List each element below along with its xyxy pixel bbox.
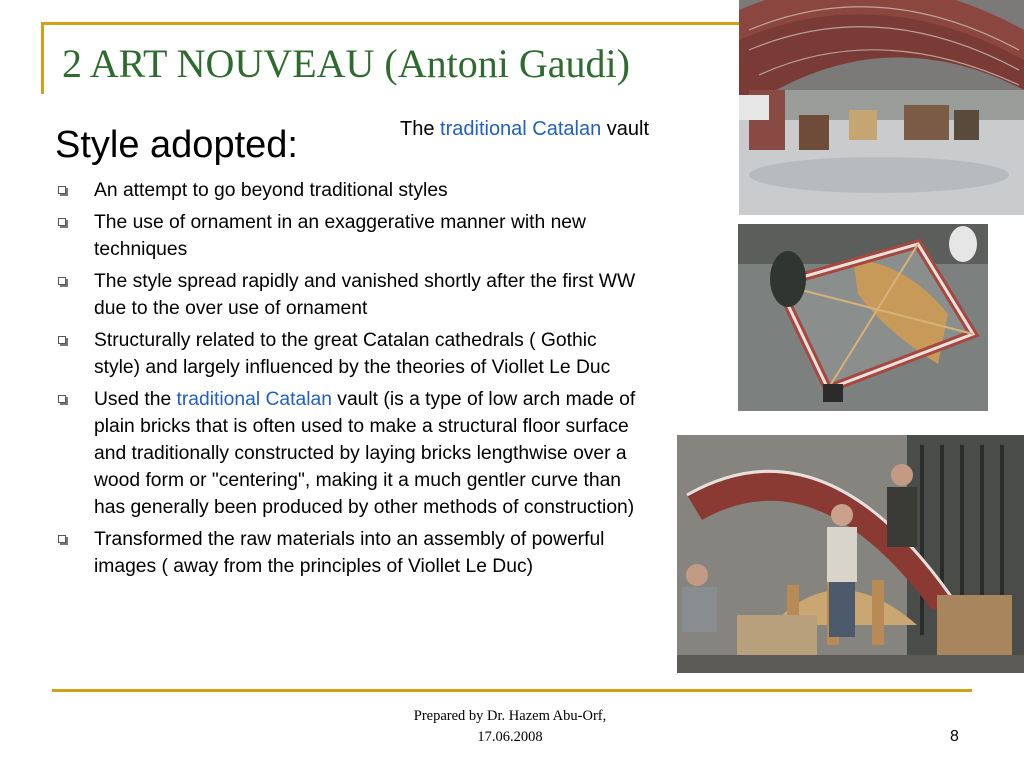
- list-item: [58, 268, 648, 322]
- page-number: 8: [950, 728, 959, 745]
- bullet-square-icon: [58, 186, 66, 194]
- bullet-text: An attempt to go beyond traditional styles: [94, 180, 448, 201]
- bullet-text: Structurally related to the great Catalan cathedrals ( Gothic style) and largely influenced by the theories of Viollet Le Duc: [94, 330, 611, 378]
- title-rule: [41, 22, 751, 25]
- vault-photo-construction: [677, 435, 1024, 673]
- list-item: [58, 327, 648, 381]
- footer-rule: [52, 689, 972, 692]
- caption-link[interactable]: traditional Catalan: [440, 118, 602, 140]
- bullet-prefix: Used the: [94, 389, 177, 410]
- bullet-square-icon: [58, 277, 66, 285]
- photo-caption: [400, 118, 649, 141]
- bullet-square-icon: [58, 336, 66, 344]
- footer-date: 17.06.2008: [477, 729, 543, 745]
- caption-prefix: The: [400, 118, 441, 140]
- list-item: [58, 386, 648, 521]
- vault-photo-frame: [738, 224, 988, 411]
- vault-photo-outdoor: [739, 0, 1024, 215]
- bullet-suffix: vault (is a type of low arch made of plain bricks that is often used to make a structural floor surface and traditionally constructed by laying bricks lengthwise over a wood form or "centering", making it a much gentler curve than has generally been produced by other methods of construction): [94, 389, 636, 518]
- bullet-square-icon: [58, 395, 66, 403]
- bullet-list: [58, 177, 648, 585]
- list-item: [58, 526, 648, 580]
- caption-suffix: vault: [601, 118, 650, 140]
- bullet-link[interactable]: traditional Catalan: [176, 389, 332, 410]
- list-item: [58, 209, 648, 263]
- slide-title: 2 ART NOUVEAU (Antoni Gaudi): [62, 41, 630, 86]
- footer-credit: [300, 706, 720, 748]
- bullet-text: Transformed the raw materials into an assembly of powerful images ( away from the principles of Viollet Le Duc): [94, 529, 605, 577]
- list-item: [58, 177, 648, 204]
- title-side-rule: [41, 22, 44, 94]
- bullet-square-icon: [58, 218, 66, 226]
- subheading: Style adopted:: [55, 124, 298, 166]
- footer-author: Prepared by Dr. Hazem Abu-Orf,: [413, 708, 607, 724]
- bullet-text: The use of ornament in an exaggerative manner with new techniques: [94, 212, 586, 260]
- bullet-square-icon: [58, 535, 66, 543]
- bullet-text: The style spread rapidly and vanished shortly after the first WW due to the over use of ornament: [94, 271, 636, 319]
